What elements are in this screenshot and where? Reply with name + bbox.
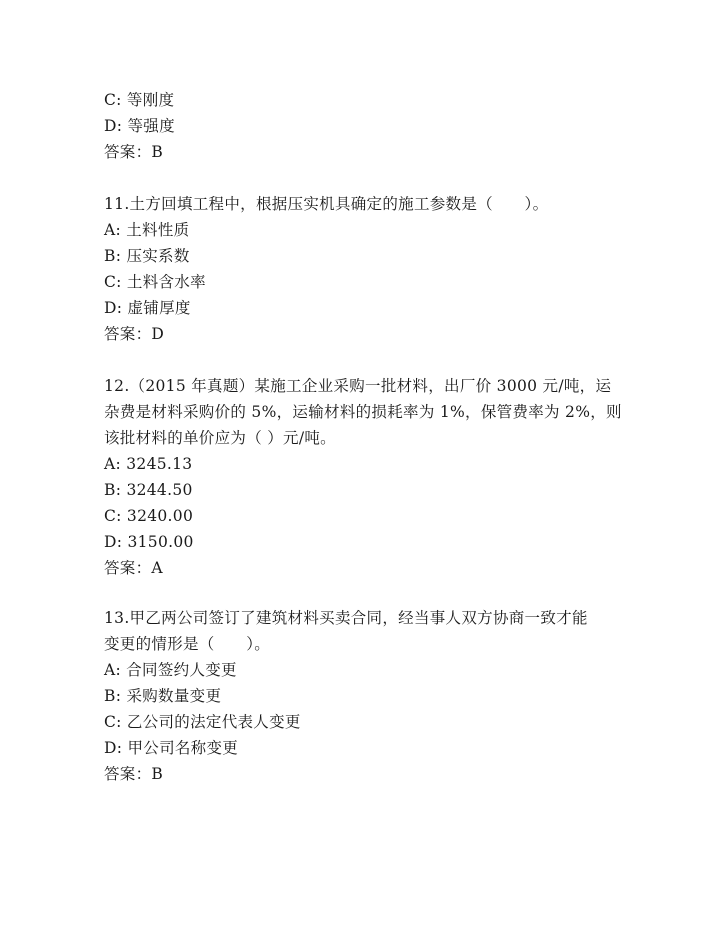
q11-option-d: D: 虚铺厚度 xyxy=(104,299,191,317)
q12-option-c: C: 3240.00 xyxy=(104,507,194,525)
q12-option-b: B: 3244.50 xyxy=(104,481,193,499)
q13-option-b: B: 采购数量变更 xyxy=(104,687,222,705)
q12-stem-line-3: 该批材料的单价应为（ ）元/吨。 xyxy=(104,429,336,447)
q11-stem: 11.土方回填工程中，根据压实机具确定的施工参数是（ ）。 xyxy=(104,195,549,213)
q13-answer: 答案：B xyxy=(104,765,164,783)
q13-option-a: A: 合同签约人变更 xyxy=(104,661,237,679)
q13-stem-line-1: 13.甲乙两公司签订了建筑材料买卖合同，经当事人双方协商一致才能 xyxy=(104,609,588,627)
q11-option-a: A: 土料性质 xyxy=(104,221,190,239)
q12-option-a: A: 3245.13 xyxy=(104,455,193,473)
q12-stem-line-1: 12.（2015 年真题）某施工企业采购一批材料，出厂价 3000 元/吨，运 xyxy=(104,377,612,395)
q13-option-d: D: 甲公司名称变更 xyxy=(104,739,239,757)
q12-option-d: D: 3150.00 xyxy=(104,533,194,551)
q11-option-c: C: 土料含水率 xyxy=(104,273,206,291)
q11-answer: 答案：D xyxy=(104,325,165,343)
q13-option-c: C: 乙公司的法定代表人变更 xyxy=(104,713,301,731)
q13-stem-line-2: 变更的情形是（ ）。 xyxy=(104,635,271,653)
q12-answer: 答案：A xyxy=(104,559,163,577)
q12-stem-line-2: 杂费是材料采购价的 5%，运输材料的损耗率为 1%，保管费率为 2%，则 xyxy=(104,403,622,421)
q10-option-d: D: 等强度 xyxy=(104,117,175,135)
q10-option-c: C: 等刚度 xyxy=(104,91,175,109)
q11-option-b: B: 压实系数 xyxy=(104,247,190,265)
q10-answer: 答案：B xyxy=(104,143,164,161)
